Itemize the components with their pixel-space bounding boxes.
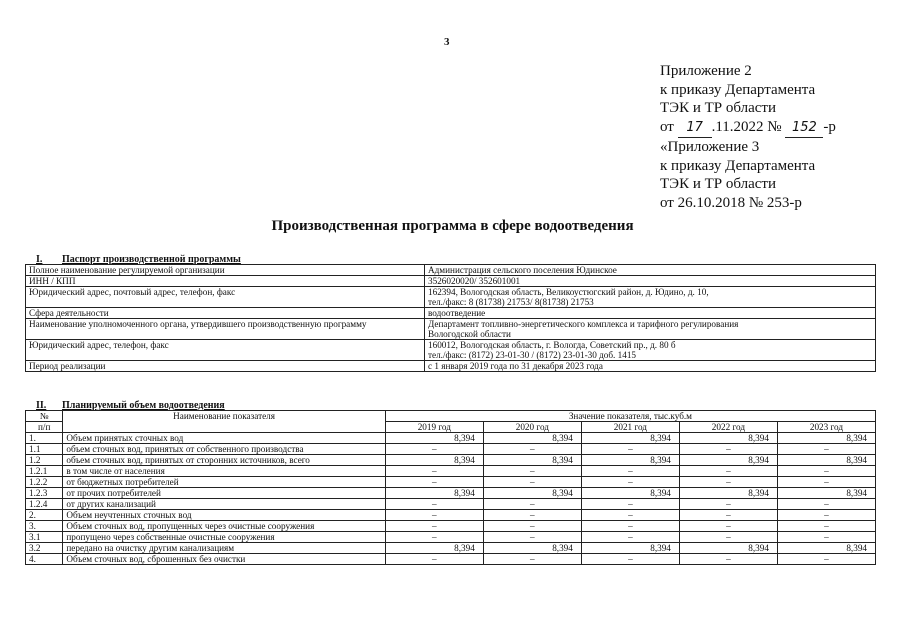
value-cell: – bbox=[581, 510, 679, 521]
year-header: 2021 год bbox=[581, 422, 679, 433]
appendix-line-2: к приказу Департамента bbox=[660, 81, 816, 98]
value-cell: 8,394 bbox=[483, 433, 581, 444]
year-header: 2022 год bbox=[679, 422, 777, 433]
value-cell: – bbox=[385, 466, 483, 477]
value-cell: 8,394 bbox=[385, 433, 483, 444]
value-cell: 8,394 bbox=[581, 543, 679, 554]
value-cell: – bbox=[777, 499, 875, 510]
value-cell: – bbox=[777, 444, 875, 455]
row-number: 1.2.1 bbox=[26, 466, 63, 477]
value-cell: – bbox=[581, 532, 679, 543]
table-row bbox=[26, 308, 876, 319]
row-name: объем сточных вод, принятых от собственного производства bbox=[63, 444, 385, 455]
value-cell: – bbox=[385, 444, 483, 455]
table-row bbox=[26, 340, 876, 361]
row-number: 1.1 bbox=[26, 444, 63, 455]
appendix-line-8: от 26.10.2018 № 253-р bbox=[660, 194, 802, 211]
table-row bbox=[26, 433, 876, 444]
row-name: передано на очистку другим канализациям bbox=[63, 543, 385, 554]
volume-table bbox=[25, 410, 876, 565]
value-cell: – bbox=[385, 499, 483, 510]
date-prefix: от bbox=[660, 118, 674, 135]
row-name: Объем принятых сточных вод bbox=[63, 433, 385, 444]
row-number: 1.2.4 bbox=[26, 499, 63, 510]
value-cell: – bbox=[581, 444, 679, 455]
passport-label: Юридический адрес, телефон, факс bbox=[26, 340, 425, 361]
row-number: 3.2 bbox=[26, 543, 63, 554]
value-cell: – bbox=[777, 477, 875, 488]
date-rest: .11.2022 № bbox=[711, 118, 782, 135]
appendix-date-line bbox=[660, 118, 836, 139]
passport-label: ИНН / КПП bbox=[26, 276, 425, 287]
value-cell: – bbox=[581, 499, 679, 510]
row-name: от бюджетных потребителей bbox=[63, 477, 385, 488]
row-number: 1.2.3 bbox=[26, 488, 63, 499]
row-number: 1.2.2 bbox=[26, 477, 63, 488]
appendix-line-1: Приложение 2 bbox=[660, 63, 752, 79]
table-row bbox=[26, 521, 876, 532]
value-cell: 8,394 bbox=[679, 543, 777, 554]
header-row bbox=[26, 411, 876, 422]
value-cell: – bbox=[679, 521, 777, 532]
value-cell: – bbox=[483, 554, 581, 565]
row-name: от других канализаций bbox=[63, 499, 385, 510]
value-cell: 8,394 bbox=[385, 455, 483, 466]
value-cell: 8,394 bbox=[483, 488, 581, 499]
value-cell: – bbox=[385, 477, 483, 488]
value-cell: – bbox=[679, 499, 777, 510]
document-title: Производственная программа в сфере водоотведения bbox=[271, 218, 634, 234]
value-cell: 8,394 bbox=[777, 433, 875, 444]
appendix-line-6: к приказу Департамента bbox=[660, 157, 816, 174]
value-cell: – bbox=[581, 554, 679, 565]
order-suffix: -р bbox=[823, 118, 836, 135]
value-cell: 8,394 bbox=[679, 433, 777, 444]
passport-label: Наименование уполномоченного органа, утвердившего производственную программу bbox=[26, 319, 425, 340]
row-name: Объем сточных вод, сброшенных без очистки bbox=[63, 554, 385, 565]
passport-value: 3526020020/ 352601001 bbox=[425, 276, 876, 287]
table-row bbox=[26, 361, 876, 372]
row-name: пропущено через собственные очистные сооружения bbox=[63, 532, 385, 543]
appendix-line-7: ТЭК и ТР области bbox=[660, 176, 776, 192]
table-row bbox=[26, 499, 876, 510]
row-name: в том числе от населения bbox=[63, 466, 385, 477]
value-cell: 8,394 bbox=[581, 455, 679, 466]
value-cell: – bbox=[483, 477, 581, 488]
value-cell: – bbox=[483, 466, 581, 477]
value-cell: – bbox=[679, 554, 777, 565]
value-cell: 8,394 bbox=[581, 433, 679, 444]
value-cell: – bbox=[385, 554, 483, 565]
table-row bbox=[26, 477, 876, 488]
value-cell: – bbox=[483, 499, 581, 510]
table-row bbox=[26, 554, 876, 565]
passport-table bbox=[25, 264, 876, 372]
value-cell: – bbox=[483, 510, 581, 521]
table-row bbox=[26, 265, 876, 276]
value-cell: – bbox=[581, 466, 679, 477]
year-header: 2023 год bbox=[777, 422, 875, 433]
row-number: 4. bbox=[26, 554, 63, 565]
passport-label: Сфера деятельности bbox=[26, 308, 425, 319]
table-row bbox=[26, 510, 876, 521]
value-cell: 8,394 bbox=[581, 488, 679, 499]
value-cell: 8,394 bbox=[385, 543, 483, 554]
year-header: 2020 год bbox=[483, 422, 581, 433]
row-number: 1. bbox=[26, 433, 63, 444]
table-row bbox=[26, 466, 876, 477]
passport-value: 162394, Вологодская область, Великоустюгский район, д. Юдино, д. 10, тел./факс: 8 (81738) 21753/ 8(81738) 21753 bbox=[425, 287, 876, 308]
value-cell: 8,394 bbox=[679, 488, 777, 499]
col-number-header-2: п/п bbox=[26, 422, 63, 433]
handwritten-order-number: 152 bbox=[785, 119, 823, 139]
value-cell: – bbox=[679, 477, 777, 488]
row-name: от прочих потребителей bbox=[63, 488, 385, 499]
value-cell: – bbox=[385, 510, 483, 521]
passport-label: Полное наименование регулируемой организации bbox=[26, 265, 425, 276]
appendix-line-3: ТЭК и ТР области bbox=[660, 100, 776, 116]
passport-label: Период реализации bbox=[26, 361, 425, 372]
row-name: Объем неучтенных сточных вод bbox=[63, 510, 385, 521]
section-2-title: Планируемый объем водоотведения bbox=[62, 400, 225, 411]
value-cell: – bbox=[385, 532, 483, 543]
value-cell: – bbox=[679, 510, 777, 521]
value-cell: – bbox=[483, 532, 581, 543]
table-row bbox=[26, 444, 876, 455]
section-2-number: II. bbox=[36, 400, 47, 411]
value-cell: – bbox=[679, 466, 777, 477]
passport-value: 160012, Вологодская область, г. Вологда, Советский пр., д. 80 б тел./факс: (8172) 23-01-30 / (8172) 23-01-30 доб. 1415 bbox=[425, 340, 876, 361]
handwritten-day: 17 bbox=[678, 119, 712, 139]
row-number: 1.2 bbox=[26, 455, 63, 466]
page-number: 3 bbox=[444, 36, 450, 48]
section-1-title: Паспорт производственной программы bbox=[62, 254, 241, 265]
table-row bbox=[26, 543, 876, 554]
value-cell: – bbox=[581, 477, 679, 488]
value-cell: – bbox=[777, 510, 875, 521]
value-cell: – bbox=[581, 521, 679, 532]
passport-value: Департамент топливно-энергетического комплекса и тарифного регулирования Вологодской области bbox=[425, 319, 876, 340]
row-number: 2. bbox=[26, 510, 63, 521]
table-row bbox=[26, 287, 876, 308]
table-row bbox=[26, 532, 876, 543]
table-row bbox=[26, 319, 876, 340]
value-cell: 8,394 bbox=[679, 455, 777, 466]
value-cell: – bbox=[483, 444, 581, 455]
row-name: объем сточных вод, принятых от сторонних источников, всего bbox=[63, 455, 385, 466]
value-cell: 8,394 bbox=[385, 488, 483, 499]
value-cell: 8,394 bbox=[777, 455, 875, 466]
col-name-header: Наименование показателя bbox=[63, 411, 385, 433]
value-cell: – bbox=[385, 521, 483, 532]
value-cell: – bbox=[777, 554, 875, 565]
row-name: Объем сточных вод, пропущенных через очистные сооружения bbox=[63, 521, 385, 532]
row-number: 3.1 bbox=[26, 532, 63, 543]
section-1-number: I. bbox=[36, 254, 43, 265]
value-cell: 8,394 bbox=[777, 488, 875, 499]
passport-value: Администрация сельского поселения Юдинское bbox=[425, 265, 876, 276]
value-cell: 8,394 bbox=[777, 543, 875, 554]
passport-value: водоотведение bbox=[425, 308, 876, 319]
value-cell: – bbox=[483, 521, 581, 532]
col-value-group-header: Значение показателя, тыс.куб.м bbox=[385, 411, 875, 422]
value-cell: 8,394 bbox=[483, 455, 581, 466]
passport-label: Юридический адрес, почтовый адрес, телефон, факс bbox=[26, 287, 425, 308]
value-cell: – bbox=[777, 521, 875, 532]
value-cell: – bbox=[679, 444, 777, 455]
year-header: 2019 год bbox=[385, 422, 483, 433]
row-number: 3. bbox=[26, 521, 63, 532]
value-cell: – bbox=[777, 532, 875, 543]
value-cell: – bbox=[679, 532, 777, 543]
table-row bbox=[26, 276, 876, 287]
appendix-header bbox=[660, 62, 836, 212]
col-number-header: № bbox=[26, 411, 63, 422]
table-row bbox=[26, 488, 876, 499]
passport-value: с 1 января 2019 года по 31 декабря 2023 года bbox=[425, 361, 876, 372]
value-cell: – bbox=[777, 466, 875, 477]
appendix-line-5: «Приложение 3 bbox=[660, 139, 760, 155]
value-cell: 8,394 bbox=[483, 543, 581, 554]
table-row bbox=[26, 455, 876, 466]
